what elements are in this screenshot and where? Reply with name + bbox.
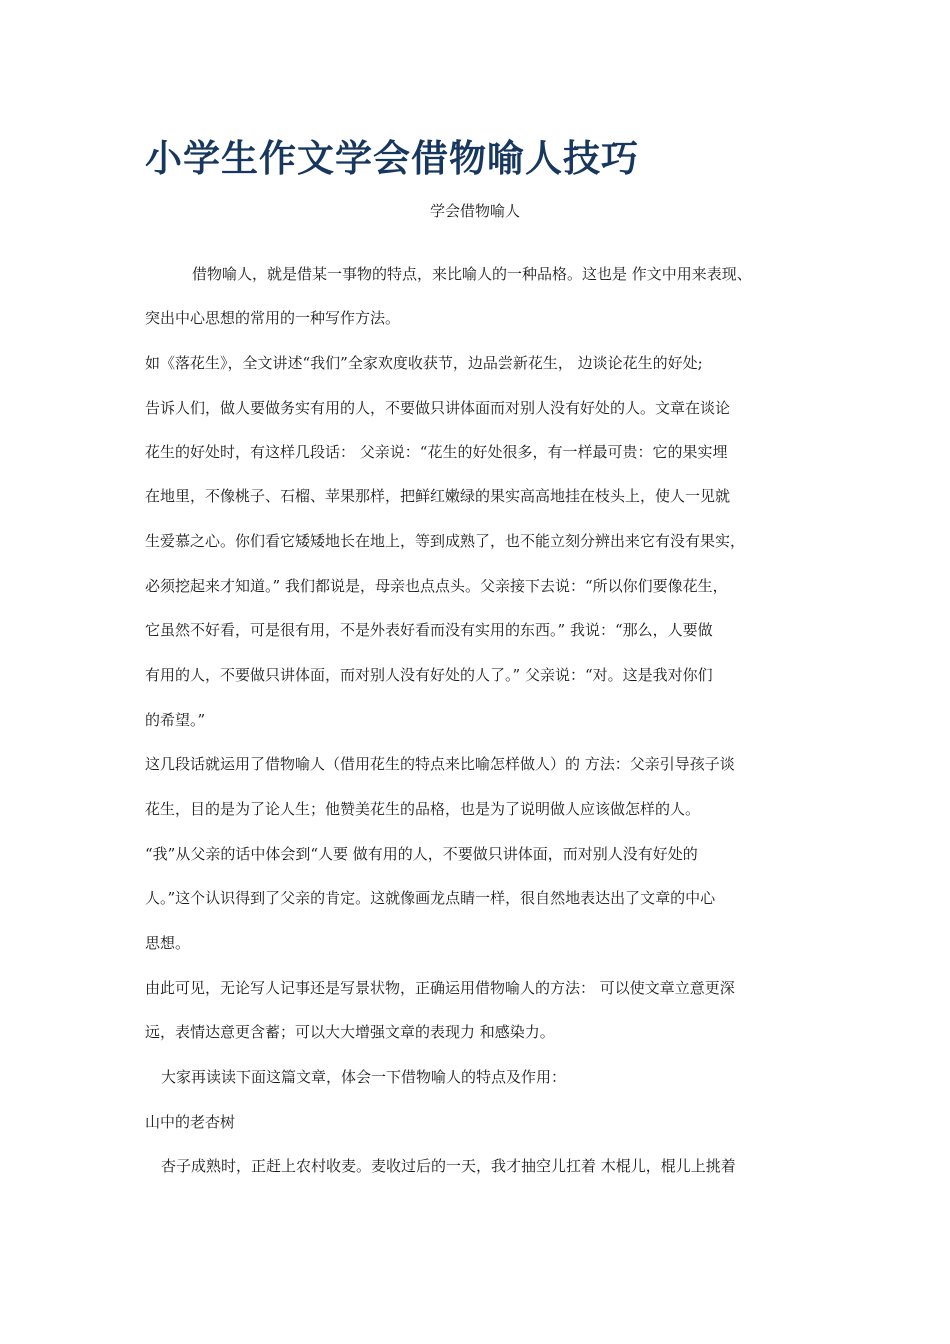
document-title: 小学生作文学会借物喻人技巧 — [145, 136, 639, 180]
paragraph-line: 花生，目的是为了论人生；他赞美花生的品格，也是为了说明做人应该做怎样的人。 — [145, 800, 701, 818]
paragraph-line: 远，表情达意更含蓄；可以大大增强文章的表现力 和感染力。 — [145, 1023, 555, 1041]
paragraph-line: 杏子成熟时，正赶上农村收麦。麦收过后的一天，我才抽空儿扛着 木棍儿，棍儿上挑着 — [161, 1157, 736, 1175]
paragraph-line: 在地里，不像桃子、石榴、苹果那样，把鲜红嫩绿的果实高高地挂在枝头上，使人一见就 — [145, 487, 731, 505]
paragraph-line: 它虽然不好看，可是很有用，不是外表好看而没有实用的东西。” 我说：“那么，人要做 — [145, 621, 713, 639]
paragraph-line: 如《落花生》，全文讲述“我们”全家欢度收获节，边品尝新花生， 边谈论花生的好处; — [145, 354, 703, 372]
paragraph-line: 突出中心思想的常用的一种写作方法。 — [145, 309, 401, 327]
paragraph-line: 告诉人们，做人要做务实有用的人，不要做只讲体面而对别人没有好处的人。文章在谈论 — [145, 399, 731, 417]
paragraph-line: 有用的人，不要做只讲体面，而对别人没有好处的人了。” 父亲说：“对。这是我对你们 — [145, 666, 713, 684]
paragraph-line: “我”从父亲的话中体会到“人要 做有用的人，不要做只讲体面，而对别人没有好处的 — [145, 845, 698, 863]
paragraph-line: 人。”这个认识得到了父亲的肯定。这就像画龙点睛一样，很自然地表达出了文章的中心 — [145, 889, 716, 907]
paragraph-line: 借物喻人，就是借某一事物的特点，来比喻人的一种品格。这也是 作文中用来表现、 — [192, 265, 752, 283]
paragraph-line: 大家再读读下面这篇文章，体会一下借物喻人的特点及作用： — [161, 1068, 567, 1086]
paragraph-line: 花生的好处时，有这样几段话： 父亲说：“花生的好处很多，有一样最可贵：它的果实埋 — [145, 443, 728, 461]
document-subtitle: 学会借物喻人 — [429, 202, 520, 220]
paragraph-line: 必须挖起来才知道。” 我们都说是，母亲也点点头。父亲接下去说：“所以你们要像花生， — [145, 577, 728, 595]
paragraph-line: 由此可见，无论写人记事还是写景状物，正确运用借物喻人的方法： 可以使文章立意更深 — [145, 979, 735, 997]
paragraph-line: 生爱慕之心。你们看它矮矮地长在地上，等到成熟了，也不能立刻分辨出来它有没有果实， — [145, 532, 746, 550]
paragraph-line: 思想。 — [145, 934, 191, 952]
paragraph-line: 这几段话就运用了借物喻人（借用花生的特点来比喻怎样做人）的 方法：父亲引导孩子谈 — [145, 755, 735, 773]
paragraph-line: 的希望。” — [145, 711, 206, 729]
section-heading: 山中的老杏树 — [145, 1113, 236, 1131]
